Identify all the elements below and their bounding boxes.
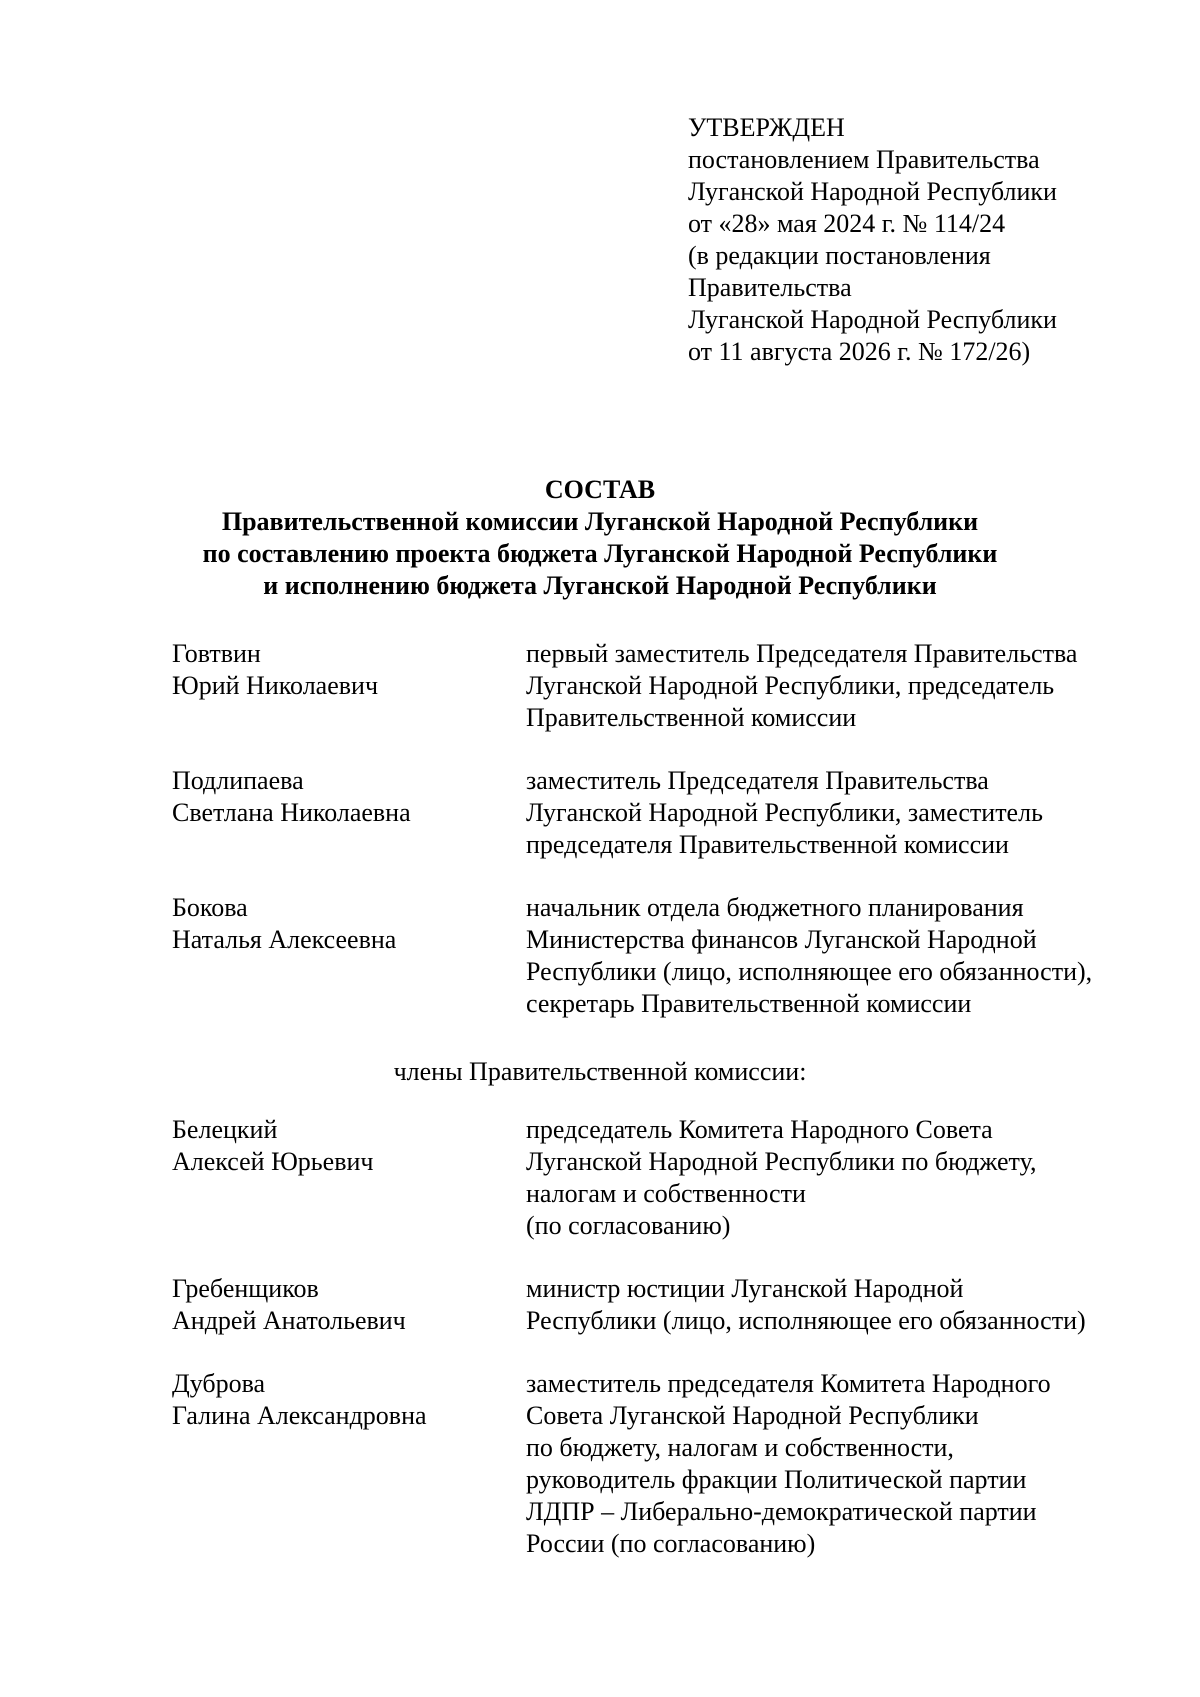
member-surname: Гребенщиков (172, 1274, 319, 1303)
member-surname: Бокова (172, 893, 248, 922)
member-position (526, 1273, 1146, 1337)
document-title (0, 474, 1200, 602)
member-name (172, 1368, 502, 1432)
member-surname: Подлипаева (172, 766, 304, 795)
member-surname: Белецкий (172, 1115, 278, 1144)
member-given-names: Алексей Юрьевич (172, 1147, 374, 1176)
position-line: Луганской Народной Республики, председатель (526, 671, 1055, 700)
position-line: заместитель Председателя Правительства (526, 766, 989, 795)
approval-line: Луганской Народной Республики (688, 177, 1057, 206)
position-line: начальник отдела бюджетного планирования (526, 893, 1024, 922)
member-name (172, 1273, 502, 1337)
approval-line: УТВЕРЖДЕН (688, 113, 845, 142)
position-line: Луганской Народной Республики по бюджету, (526, 1147, 1037, 1176)
member-given-names: Светлана Николаевна (172, 798, 411, 827)
position-line: первый заместитель Председателя Правительства (526, 639, 1078, 668)
title-line: Правительственной комиссии Луганской Народной Республики (221, 507, 979, 536)
member-position (526, 1368, 1146, 1560)
approval-line: от «28» мая 2024 г. № 114/24 (688, 209, 1006, 238)
approval-line: от 11 августа 2026 г. № 172/26) (688, 337, 1031, 366)
member-position (526, 638, 1146, 734)
member-given-names: Галина Александровна (172, 1401, 427, 1430)
title-line: и исполнению бюджета Луганской Народной Республики (263, 571, 937, 600)
position-line: председатель Комитета Народного Совета (526, 1115, 993, 1144)
member-name (172, 638, 502, 702)
position-line: (по согласованию) (526, 1211, 731, 1240)
approval-stamp (688, 112, 1057, 368)
position-line: руководитель фракции Политической партии (526, 1465, 1027, 1494)
member-given-names: Наталья Алексеевна (172, 925, 397, 954)
member-position (526, 892, 1146, 1020)
member-name (172, 1114, 502, 1178)
position-line: председателя Правительственной комиссии (526, 830, 1009, 859)
position-line: Правительственной комиссии (526, 703, 857, 732)
position-line: Республики (лицо, исполняющее его обязанности), (526, 957, 1093, 986)
members-heading: члены Правительственной комиссии: (393, 1057, 807, 1086)
position-line: секретарь Правительственной комиссии (526, 989, 972, 1018)
member-name (172, 892, 502, 956)
title-line: СОСТАВ (544, 475, 656, 504)
approval-line: постановлением Правительства (688, 145, 1040, 174)
member-name (172, 765, 502, 829)
position-line: России (по согласованию) (526, 1529, 816, 1558)
position-line: Министерства финансов Луганской Народной (526, 925, 1037, 954)
member-position (526, 765, 1146, 861)
position-line: по бюджету, налогам и собственности, (526, 1433, 954, 1462)
title-line: по составлению проекта бюджета Луганской Народной Республики (202, 539, 998, 568)
member-given-names: Юрий Николаевич (172, 671, 379, 700)
approval-line: Луганской Народной Республики (688, 305, 1057, 334)
position-line: министр юстиции Луганской Народной (526, 1274, 964, 1303)
position-line: заместитель председателя Комитета Народного (526, 1369, 1051, 1398)
approval-line: (в редакции постановления (688, 241, 991, 270)
member-surname: Говтвин (172, 639, 261, 668)
position-line: Совета Луганской Народной Республики (526, 1401, 979, 1430)
member-given-names: Андрей Анатольевич (172, 1306, 406, 1335)
member-position (526, 1114, 1146, 1242)
position-line: налогам и собственности (526, 1179, 806, 1208)
member-surname: Дуброва (172, 1369, 266, 1398)
position-line: Луганской Народной Республики, заместитель (526, 798, 1043, 827)
position-line: ЛДПР – Либерально-демократической партии (526, 1497, 1037, 1526)
position-line: Республики (лицо, исполняющее его обязанности) (526, 1306, 1086, 1335)
approval-line: Правительства (688, 273, 852, 302)
